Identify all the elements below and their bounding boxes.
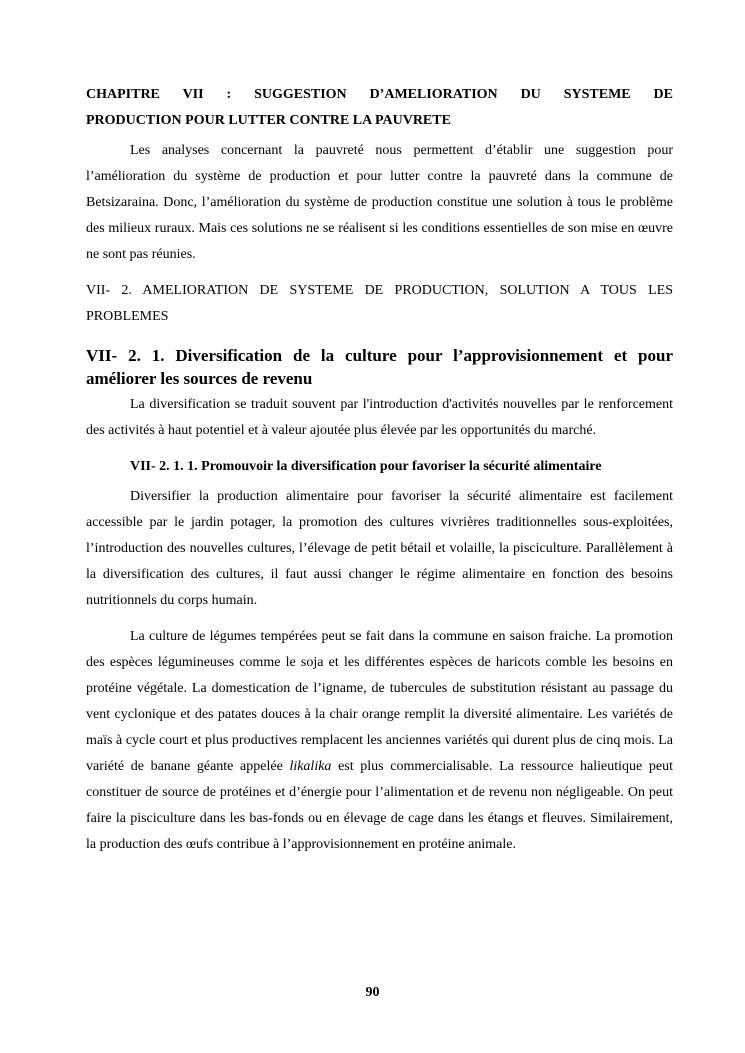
- food-security-paragraph: Diversifier la production alimentaire pour favoriser la sécurité alimentaire est facilement accessible par le jardin potager, la promotion des cultures vivrières traditionnelles sous-exploitées, l’introduction des nouvelles cultures, l’élevage de petit bétail et volaille, la pisciculture. Parallèlement à la diversification des cultures, il faut aussi changer le régime alimentaire en fonction des besoins nutritionnels du corps humain.: [86, 489, 673, 608]
- page-number: 90: [365, 985, 380, 1000]
- subsection-heading-line-2: améliorer les sources de revenu: [86, 369, 313, 388]
- vegetables-paragraph: [86, 624, 673, 858]
- subsubsection-heading: VII- 2. 1. 1. Promouvoir la diversification pour favoriser la sécurité alimentaire: [130, 459, 602, 474]
- chapter-title-line-2: PRODUCTION POUR LUTTER CONTRE LA PAUVRETE: [86, 113, 451, 128]
- vegetables-text-part-1: La culture de légumes tempérées peut se fait dans la commune en saison fraiche. La promotion des espèces légumineuses comme le soja et les différentes espèces de haricots comble les besoins en protéine végétale. La domestication de l’igname, de tubercules de substitution résistant au passage du vent cyclonique et des patates douces à la chair orange remplit la diversité alimentaire. Les variétés de maïs à cycle court et plus productives remplacent les anciennes variétés qui durent plus de cinq mois. La variété de banane géante appelée: [86, 629, 673, 774]
- chapter-title-line-1: CHAPITRE VII : SUGGESTION D’AMELIORATION DU SYSTEME DE: [86, 87, 673, 102]
- document-page: [86, 82, 673, 858]
- subsection-heading-line-1: VII- 2. 1. Diversification de la culture pour l’approvisionnement et pour: [86, 346, 673, 365]
- diversification-paragraph: La diversification se traduit souvent par l'introduction d'activités nouvelles par le renforcement des activités à haut potentiel et à valeur ajoutée plus élevée par les opportunités du marché.: [86, 397, 673, 438]
- intro-paragraph: Les analyses concernant la pauvreté nous permettent d’établir une suggestion pour l’amélioration du système de production et pour lutter contre la pauvreté dans la commune de Betsizaraina. Donc, l’amélioration du système de production constitue une solution à tous le problème des milieux ruraux. Mais ces solutions ne se réalisent si les conditions essentielles de son mise en œuvre ne sont pas réunies.: [86, 143, 673, 262]
- section-heading-line-1: VII- 2. AMELIORATION DE SYSTEME DE PRODUCTION, SOLUTION A TOUS LES: [86, 283, 673, 298]
- likalika-term: likalika: [289, 759, 332, 774]
- vegetables-text-part-2: est plus commercialisable. La ressource halieutique peut constituer de source de protéines et d’énergie pour l’alimentation et de revenu non négligeable. On peut faire la pisciculture dans les bas-fonds ou en élevage de cage dans les étangs et fleuves. Similairement, la production des œufs contribue à l’approvisionnement en protéine animale.: [86, 759, 673, 852]
- section-heading-line-2: PROBLEMES: [86, 309, 169, 324]
